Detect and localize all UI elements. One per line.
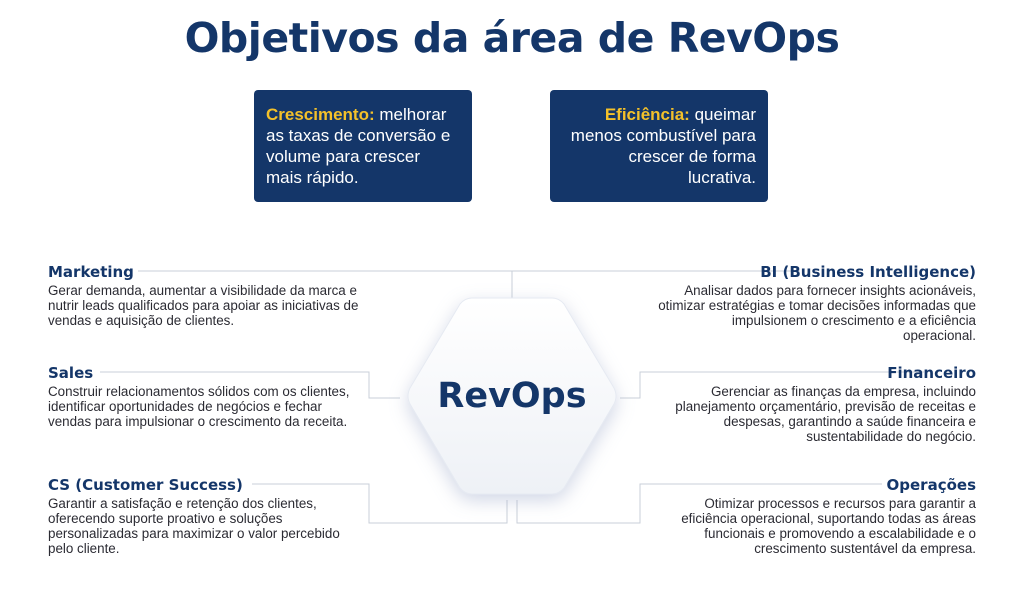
area-cs (48, 476, 368, 556)
growth-text: melhorar as taxas de conversão e volume para crescer mais rápido. (266, 105, 451, 187)
bi-title: BI (Business Intelligence) (760, 263, 976, 281)
finance-title: Financeiro (887, 364, 976, 382)
area-bi (656, 263, 976, 343)
marketing-title: Marketing (48, 263, 134, 281)
operations-description: Otimizar processos e recursos para garantir a eficiência operacional, suportando todas as áreas funcionais e promovendo a escalabilidade e o crescimento sustentável da empresa. (681, 496, 976, 556)
page-title: Objetivos da área de RevOps (184, 14, 840, 62)
efficiency-keyword: Eficiência: (604, 105, 690, 124)
area-finance (656, 364, 976, 444)
revops-center-label: RevOps (437, 376, 587, 416)
sales-description: Construir relacionamentos sólidos com os clientes, identificar oportunidades de negócios e fechar vendas para impulsionar o crescimento da receita. (48, 384, 350, 429)
area-operations (656, 476, 976, 556)
area-sales (48, 364, 368, 429)
operations-title: Operações (886, 476, 976, 494)
efficiency-text: queimar menos combustível para crescer de forma lucrativa. (570, 105, 756, 187)
marketing-description: Gerar demanda, aumentar a visibilidade da marca e nutrir leads qualificados para apoiar as iniciativas de vendas e aquisição de clientes. (48, 283, 359, 328)
cs-description: Garantir a satisfação e retenção dos clientes, oferecendo suporte proativo e soluções personalizadas para maximizar o valor percebido pelo cliente. (48, 496, 340, 556)
growth-keyword: Crescimento: (266, 105, 375, 124)
sales-title: Sales (48, 364, 94, 382)
bi-description: Analisar dados para fornecer insights acionáveis, otimizar estratégias e tomar decisões informadas que impulsionem o crescimento e a eficiência operacional. (658, 283, 976, 343)
cs-title: CS (Customer Success) (48, 476, 243, 494)
finance-description: Gerenciar as finanças da empresa, incluindo planejamento orçamentário, previsão de receitas e despesas, garantindo a saúde financeira e sustentabilidade do negócio. (675, 384, 976, 444)
area-marketing (48, 263, 368, 328)
